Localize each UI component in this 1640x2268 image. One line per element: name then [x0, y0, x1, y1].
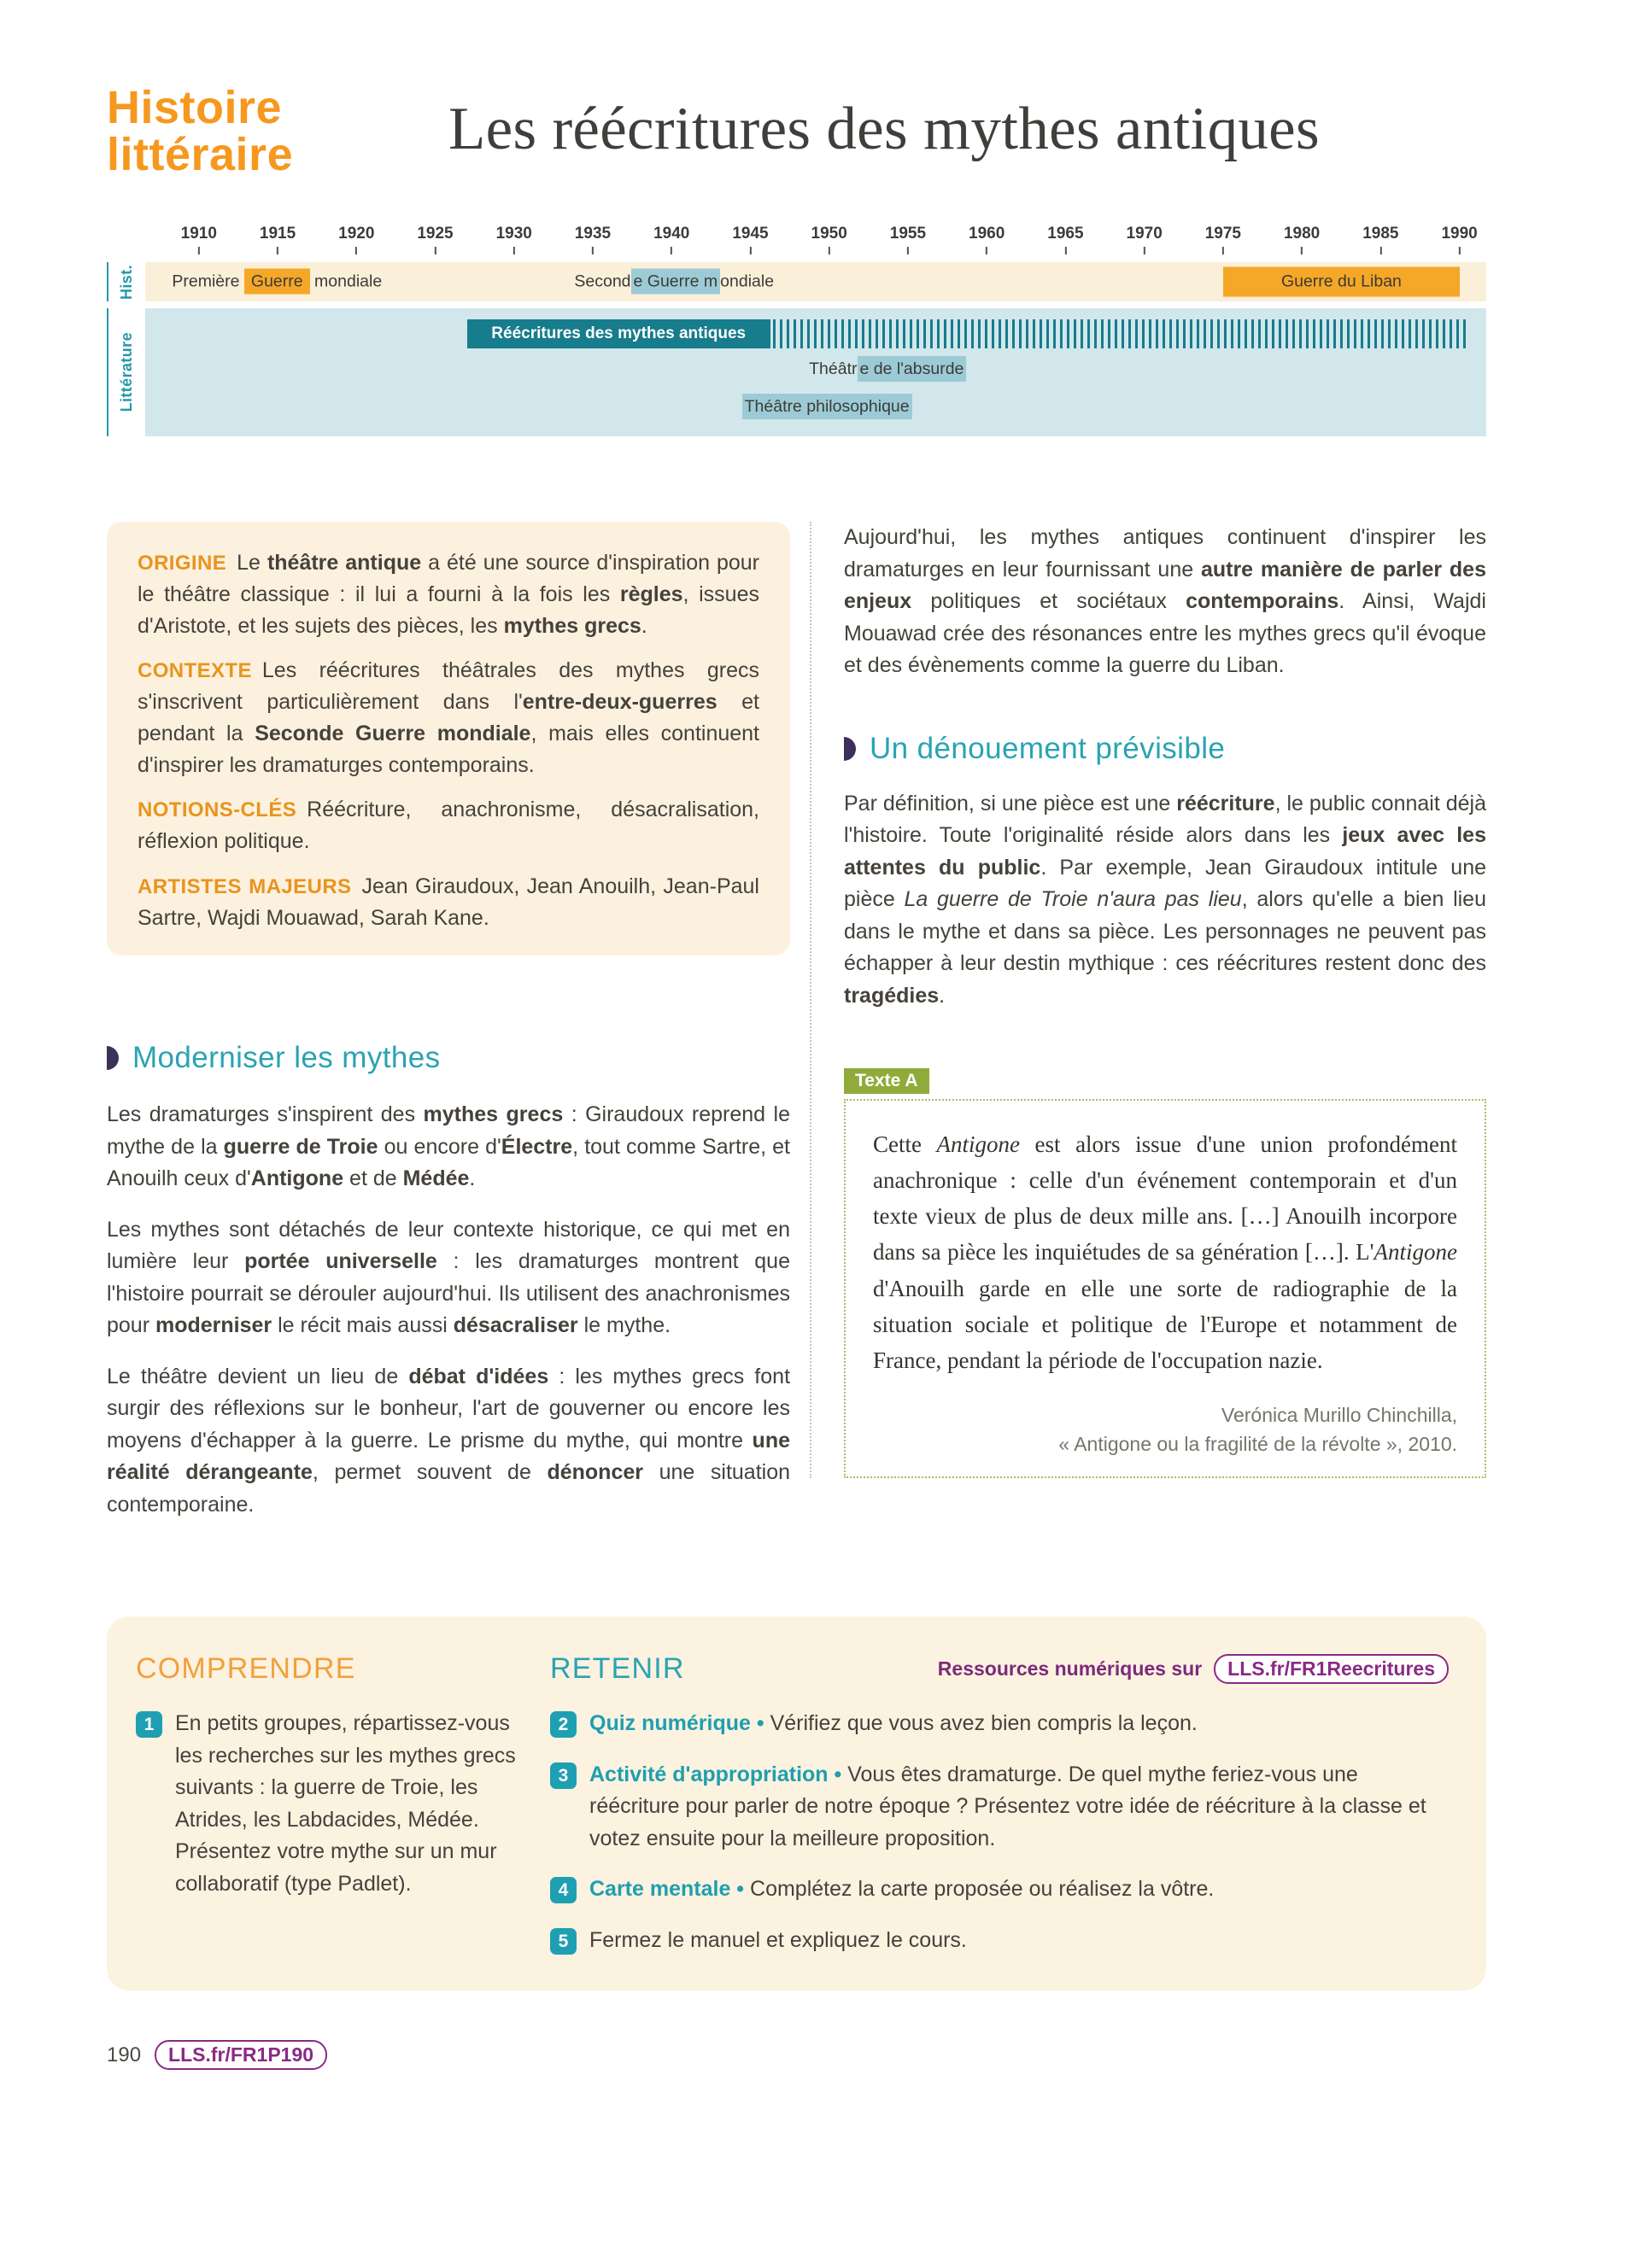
contexte-label: CONTEXTE [138, 659, 252, 683]
year-tick [907, 247, 909, 254]
year-label-1945: 1945 [732, 225, 768, 254]
retenir-header-row [550, 1652, 1449, 1686]
activity-item-1 [136, 1708, 516, 1900]
year-tick [1301, 247, 1303, 254]
artistes-majeurs-label: ARTISTES MAJEURS [138, 874, 352, 898]
activity-item-5-text: Fermez le manuel et expliquez le cours. [589, 1927, 967, 1952]
timeline-item-theatre-philosophique: Théâtre philosophique [742, 397, 912, 417]
page-link-pill[interactable]: LLS.fr/FR1P190 [155, 2040, 327, 2070]
timeline-item-premiere-guerre: Première Guerre mondiale [172, 272, 382, 292]
year-label-1975: 1975 [1205, 225, 1241, 254]
origine-label: ORIGINE [138, 552, 227, 576]
brand-line2: littéraire [107, 129, 294, 181]
year-label-1960: 1960 [969, 225, 1004, 254]
year-tick [592, 247, 594, 254]
infobox-entry-notions-cles [138, 794, 759, 857]
year-label-1955: 1955 [890, 225, 926, 254]
timeline-hist-label-cell [107, 262, 145, 301]
year-tick [1379, 247, 1381, 254]
section-heading-denouement-text: Un dénouement prévisible [870, 731, 1226, 765]
quote-text: Cette Antigone est alors issue d'une union profondément anachronique : celle d'un événement contemporain et d'un texte vieux de plus de deux mille ans. […] Anouilh incorpore dans sa pièce les inquiétudes de sa génération […]. L'Antigone d'Anouilh garde en elle une sorte de radiographie de la situation sociale et politique de l'Europe et notamment de France, pendant la période de l'occupation nazie. [873, 1131, 1457, 1373]
year-label-1980: 1980 [1284, 225, 1320, 254]
header [107, 73, 1486, 181]
year-tick [355, 247, 357, 254]
paragraph-debat-idees: Le théâtre devient un lieu de débat d'idées : les mythes grecs font surgir des réflexions sur le bonheur, l'art de gouverner ou encore les moyens d'échapper à la guerre. Le prisme du mythe, qui montre une réalité dérangeante, permet souvent de dénoncer une situation contemporaine. [107, 1364, 791, 1517]
year-tick [435, 247, 436, 254]
artistes-majeurs-text: Jean Giraudoux, Jean Anouilh, Jean-Paul Sartre, Wajdi Mouawad, Sarah Kane. [138, 874, 759, 930]
year-label-1990: 1990 [1441, 225, 1477, 254]
footer [107, 2040, 1486, 2070]
timeline-litterature-label-cell [107, 308, 145, 436]
paragraph-aujourdhui: Aujourd'hui, les mythes antiques continuent d'inspirer les dramaturges en leur fournissant une autre manière de parler des enjeux politiques et sociétaux contemporains. Ainsi, Wajdi Mouawad crée des résonances entre les mythes grecs qu'il évoque et des évènements comme la guerre du Liban. [844, 525, 1486, 678]
year-tick [671, 247, 672, 254]
timeline-hist-label: Hist. [118, 264, 135, 300]
year-tick [198, 247, 200, 254]
activity-item-1-text: En petits groupes, répartissez-vous les recherches sur les mythes grecs suivants : la guerre de Troie, les Atrides, les Labdacides, Médée. Présentez votre mythe sur un mur collaboratif (type Padlet). [175, 1711, 516, 1896]
left-column [107, 522, 790, 1540]
item-number-chip-1: 1 [136, 1711, 162, 1738]
section-heading-moderniser [107, 1041, 790, 1075]
timeline-item-guerre-liban: Guerre du Liban [1223, 267, 1459, 297]
year-tick [1459, 247, 1461, 254]
year-tick [1064, 247, 1066, 254]
activity-item-5 [550, 1925, 1449, 1957]
timeline-litterature-row [145, 308, 1486, 436]
item-number-chip-3: 3 [550, 1762, 577, 1789]
texte-a-label: Texte A [844, 1068, 929, 1094]
year-tick [986, 247, 987, 254]
timeline-rows [145, 223, 1486, 436]
paragraph-portee-universelle: Les mythes sont détachés de leur contexte historique, ce qui met en lumière leur portée universelle : les dramaturges montrent que l'histoire pourrait se dérouler aujourd'hui. Ils utilisent des anachronismes pour moderniser le récit mais aussi désacraliser le mythe. [107, 1217, 790, 1338]
activity-item-3 [550, 1759, 1449, 1856]
item-number-chip-5: 5 [550, 1928, 577, 1955]
year-tick [513, 247, 515, 254]
timeline-years [145, 223, 1486, 262]
resources-label: Ressources numériques sur [937, 1657, 1203, 1681]
page-number: 190 [107, 2043, 142, 2066]
year-label-1985: 1985 [1362, 225, 1398, 254]
comprendre-column [136, 1652, 516, 1956]
year-tick [1144, 247, 1145, 254]
year-tick [749, 247, 751, 254]
year-label-1925: 1925 [417, 225, 453, 254]
brand-histoire-litteraire [107, 73, 448, 181]
year-tick [829, 247, 830, 254]
contexte-text: Les réécritures théâtrales des mythes grecs s'inscrivent particulièrement dans l'entre-deux-guerres et pendant la Seconde Guerre mondiale, mais elles continuent d'inspirer les dramaturges contemporains. [138, 658, 760, 777]
year-label-1970: 1970 [1127, 225, 1163, 254]
activity-item-4 [550, 1873, 1449, 1906]
item-number-chip-4: 4 [550, 1877, 577, 1903]
paragraph-denouement: Par définition, si une pièce est une réécriture, le public connait déjà l'histoire. Toute l'originalité réside alors dans les jeux avec les attentes du public. Par exemple, Jean Giraudoux intitule une pièce La guerre de Troie n'aura pas lieu, alors qu'elle a bien lieu dans le mythe et dans sa pièce. Les personnages ne peuvent pas échapper à leur destin mythique : ces réécritures restent donc des tragédies. [844, 791, 1487, 1008]
activity-item-2-text: Quiz numérique • Vérifiez que vous avez bien compris la leçon. [589, 1711, 1198, 1736]
comprendre-title: COMPRENDRE [136, 1652, 356, 1686]
year-label-1920: 1920 [338, 225, 374, 254]
activity-item-2 [550, 1708, 1449, 1740]
quote-box [844, 1099, 1486, 1478]
timeline-history-row [145, 262, 1486, 301]
infobox-entry-origine [138, 547, 759, 641]
year-label-1910: 1910 [181, 225, 217, 254]
section-heading-moderniser-text: Moderniser les mythes [132, 1041, 441, 1075]
page-title: Les réécritures des mythes antiques [448, 96, 1320, 162]
item-number-chip-2: 2 [550, 1711, 577, 1738]
section-bullet-icon [844, 737, 856, 761]
main-content [107, 522, 1486, 1540]
notions-cles-text: Réécriture, anachronisme, désacralisation, réflexion politique. [138, 798, 759, 854]
timeline-item-seconde-guerre: Second e Guerre m ondiale [574, 272, 774, 292]
notions-cles-label: NOTIONS-CLÉS [138, 798, 297, 822]
quote-author: Verónica Murillo Chinchilla, [1221, 1403, 1457, 1426]
infobox-entry-artistes-majeurs [138, 871, 759, 934]
year-tick [1222, 247, 1224, 254]
origine-text: Le théâtre antique a été une source d'inspiration pour le théâtre classique : il lui a fourni à la fois les règles, issues d'Aristote, et les sujets des pièces, les mythes grecs. [138, 551, 759, 638]
section-bullet-icon [107, 1046, 119, 1070]
resources-link-pill[interactable]: LLS.fr/FR1Reecritures [1214, 1654, 1449, 1684]
year-label-1930: 1930 [496, 225, 532, 254]
year-tick [277, 247, 278, 254]
timeline-gutter [107, 223, 145, 436]
timeline-item-theatre-absurde: Théâtr e de l'absurde [809, 359, 966, 379]
year-label-1915: 1915 [260, 225, 296, 254]
activity-item-3-text: Activité d'appropriation • Vous êtes dramaturge. De quel mythe feriez-vous une réécriture pour parler de notre époque ? Présentez votre idée de réécriture à la classe et votez ensuite pour la meilleure proposition. [589, 1762, 1426, 1850]
timeline-item-reecritures: Réécritures des mythes antiques [467, 319, 770, 348]
year-label-1965: 1965 [1047, 225, 1083, 254]
timeline-hatch [773, 319, 1467, 348]
section-heading-denouement [844, 732, 1486, 766]
year-label-1950: 1950 [811, 225, 847, 254]
right-column [810, 522, 1486, 1478]
retenir-title: RETENIR [550, 1652, 685, 1686]
year-label-1935: 1935 [575, 225, 611, 254]
quote-source: « Antigone ou la fragilité de la révolte », 2010. [1058, 1433, 1457, 1456]
timeline [107, 223, 1486, 436]
retenir-column [550, 1652, 1449, 1956]
paragraph-mythes-grecs: Les dramaturges s'inspirent des mythes grecs : Giraudoux reprend le mythe de la guerre de Troie ou encore d'Électre, tout comme Sartre, et Anouilh ceux d'Antigone et de Médée. [107, 1102, 791, 1191]
brand-line1: Histoire [107, 82, 283, 133]
year-label-1940: 1940 [653, 225, 689, 254]
activities-panel [107, 1616, 1486, 1990]
timeline-litterature-label: Littérature [118, 332, 135, 412]
infobox-entry-contexte [138, 655, 759, 780]
infobox [107, 522, 790, 956]
resources [938, 1654, 1449, 1684]
activity-item-4-text: Carte mentale • Complétez la carte proposée ou réalisez la vôtre. [589, 1877, 1215, 1902]
quote-attribution [873, 1400, 1457, 1459]
